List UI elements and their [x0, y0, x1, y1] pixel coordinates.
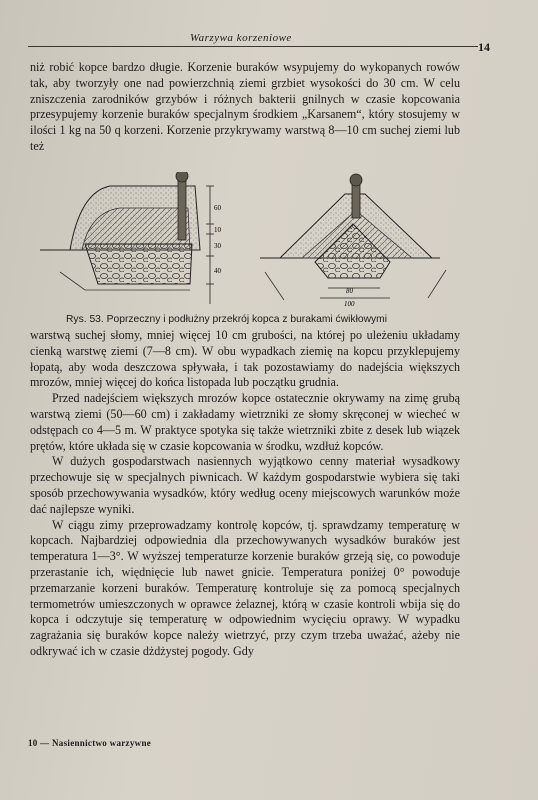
paragraph: Przed nadejściem większych mrozów kopce ostatecznie okrywamy na zimę grubą warstwą ziemi (50—60 cm) i zakładamy wietrzniki ze słomy skręconej w wiecheć w odstępach co 4—5 m. W praktyce spotyka się także wietrzniki zbite z desek lub wiązek prętów, które układa się w czasie kopcowania w środku, wzdłuż kopców. [30, 391, 460, 453]
paragraph: warstwą suchej słomy, mniej więcej 10 cm grubości, na której po uleżeniu układamy cienką warstwę ziemi (7—8 cm). W obu wypadkach ziemię na kopcu przyklepujemy łopatą, aby woda deszczowa spływała, i tak pozostawiamy do nadejścia większych mrozów, mniej więcej do końca listopada lub początku grudnia. [30, 328, 460, 390]
longitudinal-section [40, 172, 222, 304]
paragraph: niż robić kopce bardzo długie. Korzenie buraków wsypujemy do wykopanych rowów tak, aby tworzyły one nad powierzchnią ziemi grzbiet wysokości do 30 cm. W celu zniszczenia zarodników grzybów i różnych bakterii gnilnych w czasie kopcowania przesypujemy korzenie buraków specjalnym środkiem „Karsanem“, który stosujemy w ilości 1 kg na 50 q korzeni. Korzenie przykrywamy warstwą 8—10 cm suchej ziemi lub też [30, 60, 460, 153]
figure-drawing [40, 172, 460, 312]
dimension-label: 40 [214, 267, 221, 275]
dimension-label: 100 [344, 300, 355, 308]
dimension-label: 60 [214, 204, 221, 212]
dimension-label: 10 [214, 226, 221, 234]
body-text-top [30, 60, 460, 155]
header-rule [28, 46, 478, 47]
paragraph: W ciągu zimy przeprowadzamy kontrolę kopców, tj. sprawdzamy temperaturę w kopcach. Najbardziej odpowiednia dla przechowywanych wysadków buraków jest temperatura 1—3°. W wyższej temperaturze korzenie buraków grzeją się, co powoduje przerastanie ich, więdnięcie lub nawet gnicie. Temperatura poniżej 0° powoduje przemarzanie korzeni buraków. Temperaturę kontroluje się za pomocą specjalnych termometrów umieszczonych w oprawce żelaznej, którą w czasie kontroli wbija się do kopca i odczytuje się temperaturę w odpowiednim wycięciu oprawy. W wypadku zagrażania się buraków kopce należy wietrzyć, przy czym trzeba uważać, ażeby nie odkrywać ich w czasie dżdżystej pogody. Gdy [30, 517, 460, 658]
page-number: 14 [478, 40, 490, 54]
figure-caption: Rys. 53. Poprzeczny i podłużny przekrój kopca z burakami ćwikłowymi [66, 314, 388, 325]
dimension-label: 30 [214, 242, 221, 250]
signature-footer: 10 — Nasiennictwo warzywne [28, 738, 152, 748]
running-head: Warzywa korzeniowe [190, 32, 292, 44]
figure-kopiec-cross-sections [40, 172, 460, 312]
dimension-label: 80 [346, 287, 353, 295]
transverse-section [260, 174, 446, 308]
body-text-bottom [30, 328, 460, 660]
paragraph: W dużych gospodarstwach nasiennych wyjątkowo cenny materiał wysadkowy przechowuje się w specjalnych piwnicach. W każdym gospodarstwie wybiera się taki sposób przechowywania wysadków, który według oceny miejscowych warunków może dać najlepsze wyniki. [30, 454, 460, 516]
